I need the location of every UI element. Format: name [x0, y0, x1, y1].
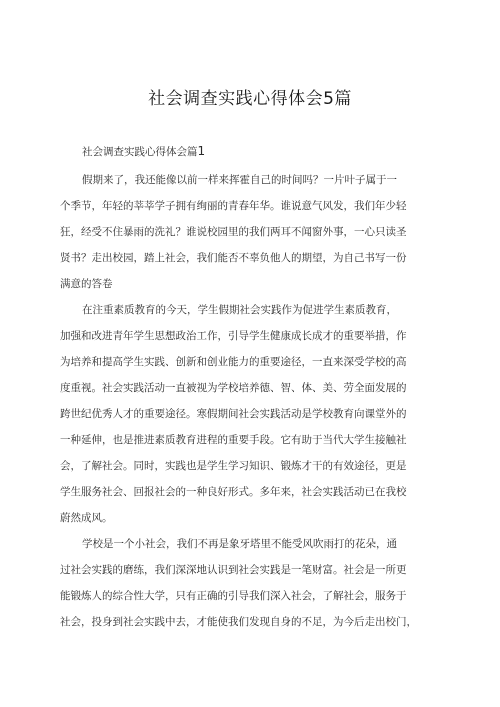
- paragraph-line: 在注重素质教育的今天，学生假期社会实践作为促进学生素质教育，: [82, 304, 397, 316]
- section-heading-text: 社会调查实践心得体会篇: [82, 146, 198, 158]
- paragraph-line: 贤书？走出校园，踏上社会，我们能否不辜负他人的期望，为自己书写一份: [60, 252, 407, 264]
- document-title: 社会调查实践心得体会5篇: [148, 89, 352, 109]
- paragraph-line: 假期来了，我还能像以前一样来挥霍自己的时间吗？一片叶子属于一: [82, 174, 397, 186]
- paragraph-line: 为培养和提高学生实践、创新和创业能力的重要途径，一直来深受学校的高: [60, 356, 407, 368]
- paragraph-3: [60, 531, 440, 635]
- paragraph-line: 会，了解社会。同时，实践也是学生学习知识、锻炼才干的有效途径，更是: [60, 460, 407, 472]
- document-body: [60, 141, 440, 635]
- paragraph-line: 学生服务社会、回报社会的一种良好形式。多年来，社会实践活动已在我校: [60, 486, 407, 498]
- paragraph-line: 加强和改进青年学生思想政治工作，引导学生健康成长成才的重要举措，作: [60, 330, 407, 342]
- section-heading: [60, 141, 440, 161]
- paragraph-line: 狂，经受不住暴雨的洗礼？谁说校园里的我们两耳不闻窗外事，一心只读圣: [60, 226, 407, 238]
- paragraph-line: 蔚然成风。: [60, 512, 113, 524]
- paragraph-line: 跨世纪优秀人才的重要途径。寒假期间社会实践活动是学校教育向课堂外的: [60, 408, 407, 420]
- paragraph-line: 学校是一个小社会，我们不再是象牙塔里不能受风吹雨打的花朵，通: [82, 538, 397, 550]
- paragraph-line: 满意的答卷: [60, 278, 113, 290]
- paragraph-line: 过社会实践的磨练，我们深深地认识到社会实践是一笔财富。社会是一所更: [60, 564, 407, 576]
- paragraph-line: 社会，投身到社会实践中去，才能使我们发现自身的不足，为今后走出校门，: [60, 616, 417, 628]
- paragraph-line: 能锻炼人的综合性大学，只有正确的引导我们深入社会，了解社会，服务于: [60, 590, 407, 602]
- paragraph-line: 一种延伸，也是推进素质教育进程的重要手段。它有助于当代大学生接触社: [60, 434, 407, 446]
- paragraph-2: [60, 297, 440, 531]
- section-heading-number: 1: [197, 144, 206, 158]
- paragraph-1: [60, 167, 440, 297]
- paragraph-line: 度重视。社会实践活动一直被视为学校培养德、智、体、美、劳全面发展的: [60, 382, 407, 394]
- paragraph-line: 个季节，年轻的莘莘学子拥有绚丽的青春年华。谁说意气风发，我们年少轻: [60, 200, 407, 212]
